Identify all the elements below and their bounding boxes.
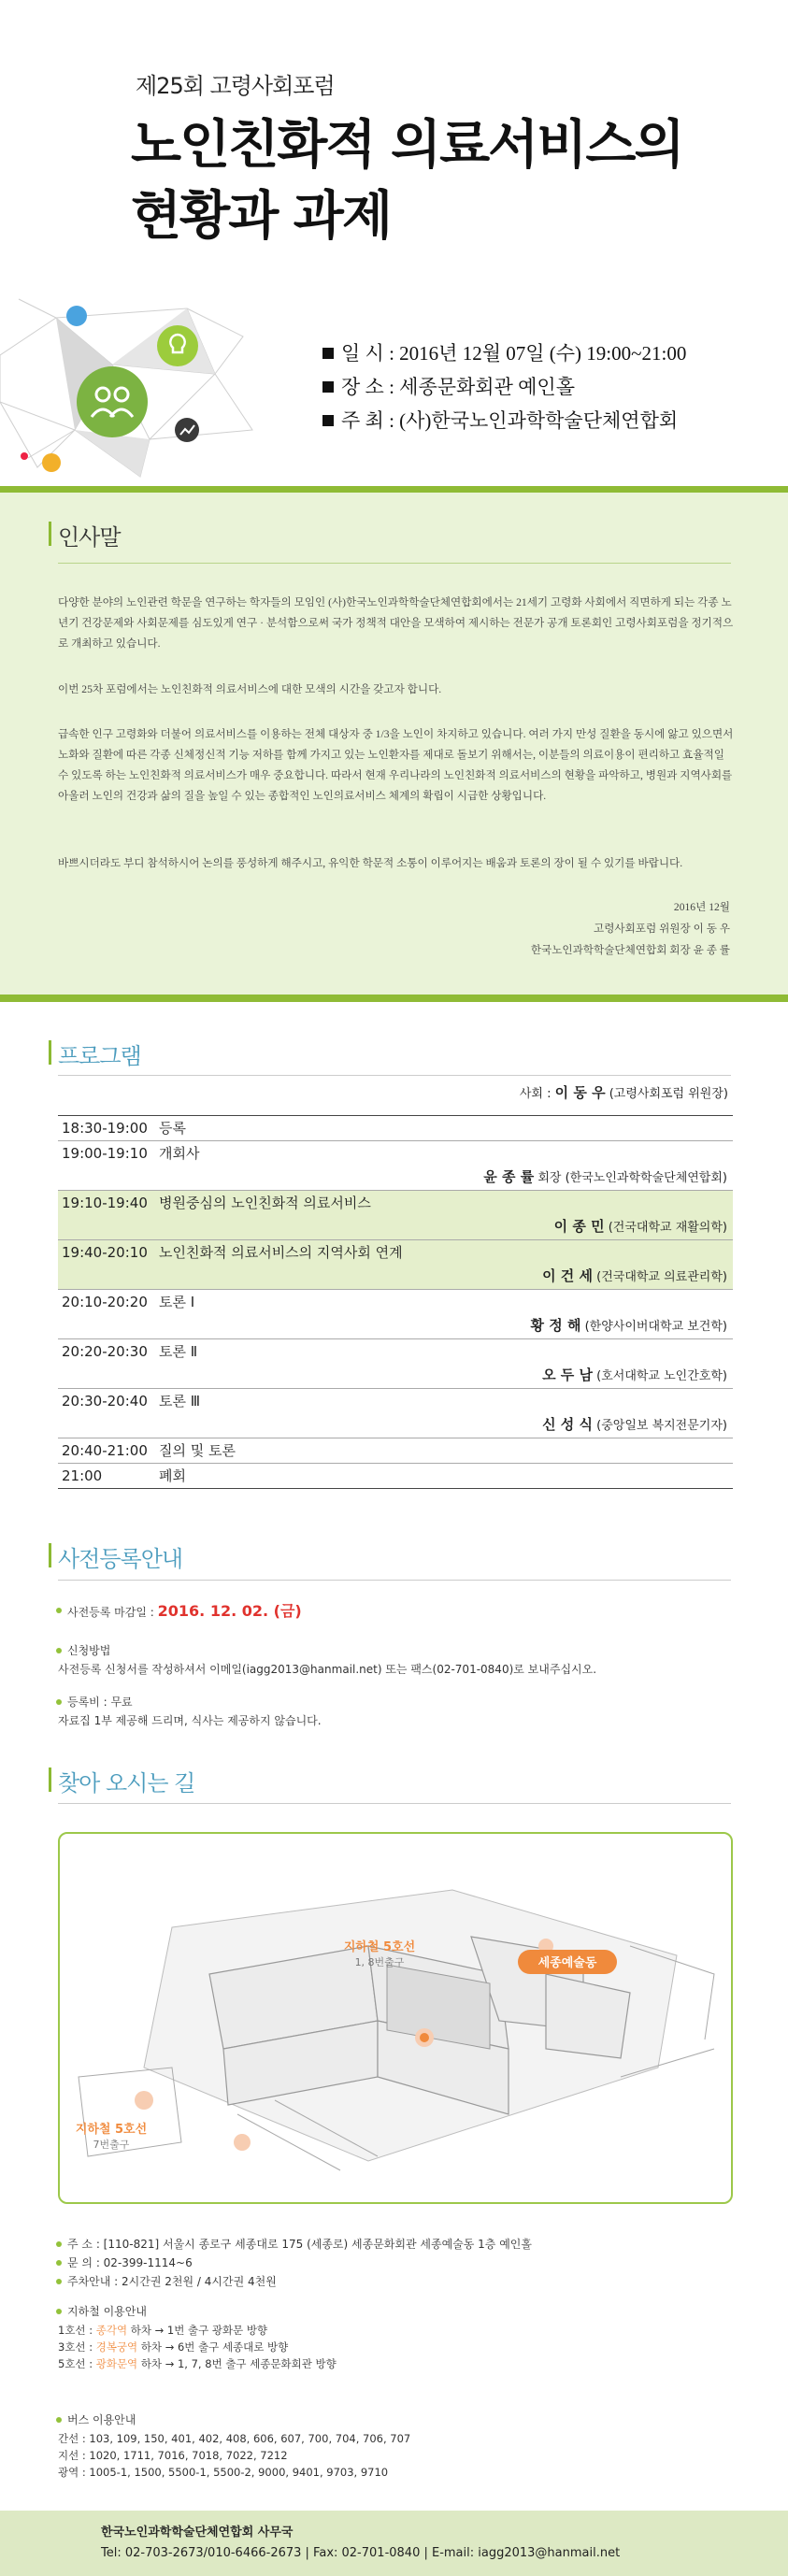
program-row [58,1389,733,1438]
greeting-date: 2016년 12월 [673,901,730,913]
speaker-org: (중앙일보 복지전문기자) [593,1419,727,1433]
dollar-icon [42,453,61,472]
program-speaker [58,1314,733,1338]
program-time: 19:10-19:40 [62,1195,148,1211]
greeting-signer-2: 한국노인과학학술단체연합회 회장 윤 종 률 [530,944,730,956]
greeting-paragraph-4: 바쁘시더라도 부디 참석하시어 논의를 풍성하게 해주시고, 유익한 학문적 소통이 이루어지는 배움과 토론의 장이 될 수 있기를 바랍니다. [58,857,683,869]
registration-heading: 사전등록안내 [58,1540,182,1573]
speaker-org: (호서대학교 노인간호학) [593,1369,727,1383]
people-icon [77,366,148,437]
program-row [58,1141,733,1191]
bus-list [58,2430,410,2481]
speaker-name: 황 정 해 [530,1317,581,1334]
footer [0,2511,788,2576]
program-title: 병원중심의 노인친화적 의료서비스 [159,1195,371,1211]
program-title: 토론 Ⅰ [159,1294,195,1310]
speaker-name: 오 두 남 [542,1367,593,1383]
speaker-name: 신 성 식 [542,1416,593,1433]
phone: 문 의 : 02-399-1114~6 [67,2254,193,2272]
program-row [58,1438,733,1464]
divider [58,1580,731,1581]
program-row [58,1464,733,1488]
program-time: 20:20-20:30 [62,1343,148,1360]
rocket-icon [66,306,87,326]
program-speaker [58,1265,733,1289]
address: 주 소 : [110-821] 서울시 종로구 세종대로 175 (세종로) 세종문화회관 세종예술동 1층 예인홀 [67,2236,532,2254]
divider [58,563,731,564]
greeting-section [0,493,788,995]
subway-label: 지하철 이용안내 [67,2303,147,2321]
square-bullet-icon [322,348,334,359]
page-title [131,110,683,252]
program-speaker [58,1364,733,1388]
square-bullet-icon [322,415,334,426]
divider [58,1075,731,1076]
subway-line-5: 5호선 : 광화문역 하차 → 1, 7, 8번 출구 세종문화회관 방향 [58,2357,337,2370]
program-row [58,1290,733,1339]
program-time: 20:30-20:40 [62,1393,148,1410]
title-line-1: 노인친화적 의료서비스의 [131,115,683,176]
footer-org: 한국노인과학학술단체연합회 사무국 [101,2526,294,2540]
program-time: 21:00 [62,1467,103,1484]
program-time: 19:00-19:10 [62,1145,148,1162]
map-heading: 찾아 오시는 길 [58,1765,194,1797]
network-illustration [0,280,280,486]
program-row [58,1191,733,1240]
program-time: 20:40-21:00 [62,1442,148,1459]
bus-trunk: 간선 : 103, 109, 150, 401, 402, 408, 606, 607, 700, 704, 706, 707 [58,2432,411,2445]
header [0,0,788,486]
program-table [58,1115,733,1489]
bus-branch: 지선 : 1020, 1711, 7016, 7018, 7022, 7212 [58,2449,288,2462]
divider [0,486,788,493]
dot-icon [21,452,28,460]
program-row [58,1339,733,1389]
registration-fee-label: 등록비 : 무료 [67,1694,133,1711]
speaker-name: 윤 종 률 [483,1168,535,1185]
greeting-heading: 인사말 [58,519,121,551]
subway-exit-left: 7번출구 [93,2139,130,2151]
subway-exit-top: 1, 8번출구 [354,1956,405,1968]
info-date: 일 시 : 2016년 12월 07일 (수) 19:00~21:00 [322,338,686,366]
speaker-org: (건국대학교 재활의학) [604,1221,727,1235]
subway-list [58,2322,337,2372]
subway-line-3: 3호선 : 경복궁역 하차 → 6번 출구 세종대로 방향 [58,2340,289,2354]
square-bullet-icon [322,381,334,393]
program-speaker [58,1166,733,1190]
program-time: 18:30-19:00 [62,1120,148,1137]
speaker-name: 이 건 세 [542,1267,593,1284]
subway-line-1: 1호선 : 종각역 하차 → 1번 출구 광화문 방향 [58,2324,268,2337]
bus-express: 광역 : 1005-1, 1500, 5500-1, 5500-2, 9000, 9401, 9703, 9710 [58,2466,389,2479]
hall-label: 세종예술동 [537,1956,597,1970]
program-title: 폐회 [159,1467,186,1484]
lightbulb-icon [157,325,198,366]
program-title: 질의 및 토론 [159,1442,236,1459]
forum-name: 제25회 고령사회포럼 [136,73,335,99]
speaker-org: 회장 (한국노인과학학술단체연합회) [534,1171,727,1185]
registration-method-label: 신청방법 [67,1642,110,1660]
subway-label-left: 지하철 5호선 [75,2123,148,2137]
divider [58,1803,731,1804]
program-row [58,1240,733,1290]
program-time: 20:10-20:20 [62,1294,148,1310]
parking: 주차안내 : 2시간권 2천원 / 4시간권 4천원 [67,2273,277,2291]
program-speaker [58,1413,733,1438]
divider [0,995,788,1002]
subway-label-top: 지하철 5호선 [343,1940,416,1954]
footer-contact: Tel: 02-703-2673/010-6466-2673 | Fax: 02-701-0840 | E-mail: iagg2013@hanmail.net [101,2546,621,2560]
info-host: 주 최 : (사)한국노인과학학술단체연합회 [322,406,678,434]
title-line-2: 현황과 과제 [131,186,391,247]
greeting-paragraph-2: 이번 25차 포럼에서는 노인친화적 의료서비스에 대한 모색의 시간을 갖고자 합니다. [58,683,442,695]
registration-method-text: 사전등록 신청서를 작성하셔서 이메일(iagg2013@hanmail.net) 또는 팩스(02-701-0840)로 보내주십시오. [58,1663,597,1676]
program-heading: 프로그램 [58,1038,141,1070]
program-title: 등록 [159,1120,186,1137]
program-title: 토론 Ⅱ [159,1343,198,1360]
registration-fee-text: 자료집 1부 제공해 드리며, 식사는 제공하지 않습니다. [58,1714,322,1727]
program-title: 토론 Ⅲ [159,1393,201,1410]
greeting-paragraph-3: 급속한 인구 고령화와 더불어 의료서비스를 이용하는 전체 대상자 중 1/3을 노인이 차지하고 있습니다. 여러 가지 만성 질환을 동시에 앓고 있으면서 노화와 질환에 따른 각종 신체정신적 기능 저하를 함께 가지고 있는 노인환자를 제대로 돌보기 위해서는, 이분들의 의료이용이 편리하고 효율적일 수 있도록 하는 노인친화적 의료서비스가 매우 중요합니다. 따라서 현재 우리나라의 노인친화적 의료서비스의 현황을 파악하고, 병원과 지역사회를 아울러 노인의 건강과 삶의 질을 높일 수 있는 종합적인 노인의료서비스 체계의 확립이 시급한 상황입니다. [58,728,734,802]
greeting-paragraph-1: 다양한 분야의 노인관련 학문을 연구하는 학자들의 모임인 (사)한국노인과학학술단체연합회에서는 21세기 고령화 사회에서 직면하게 되는 각종 노년기 건강문제와 사회문제를 심도있게 연구 · 분석함으로써 국가 정책적 대안을 모색하여 제시하는 전문가 공개 토론회인 고령사회포럼을 정기적으로 개최하고 있습니다. [58,596,734,650]
speaker-org: (한양사이버대학교 보건학) [580,1320,727,1334]
info-venue: 장 소 : 세종문화회관 예인홀 [322,372,575,400]
program-row [58,1116,733,1141]
program-title: 노인친화적 의료서비스의 지역사회 연계 [159,1244,403,1261]
bus-label: 버스 이용안내 [67,2411,136,2429]
registration-deadline: 사전등록 마감일 : 2016. 12. 02. (금) [67,1602,302,1620]
program-time: 19:40-20:10 [62,1244,148,1261]
location-map [58,1832,733,2204]
speaker-name: 이 종 민 [553,1218,605,1235]
program-speaker [58,1215,733,1239]
speaker-org: (건국대학교 의료관리학) [593,1270,727,1284]
greeting-signer-1: 고령사회포럼 위원장 이 동 우 [594,923,730,935]
program-chair: 사회 : 이 동 우 (고령사회포럼 위원장) [519,1084,728,1101]
program-title: 개회사 [159,1145,200,1162]
